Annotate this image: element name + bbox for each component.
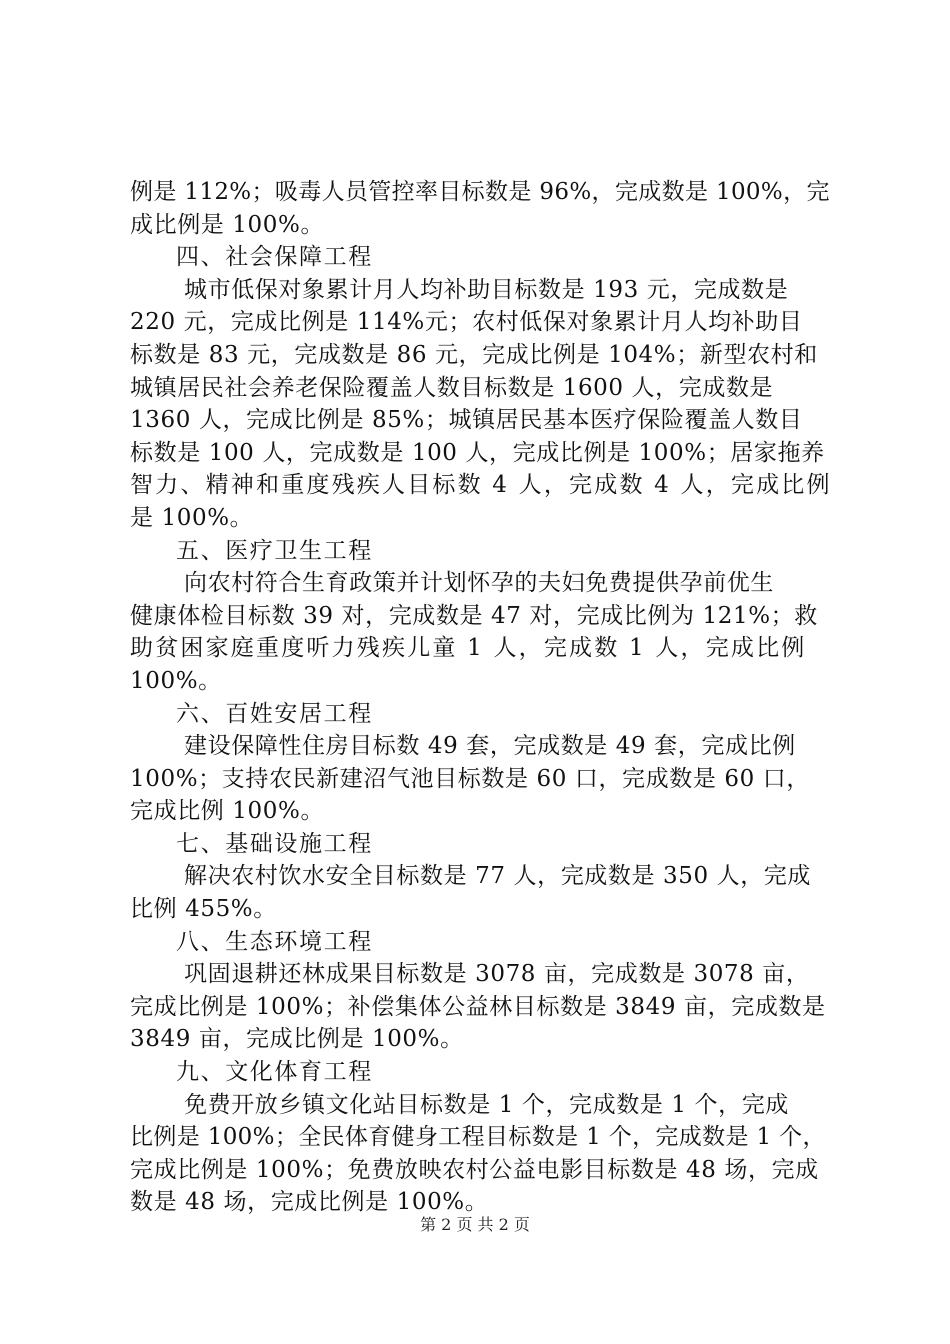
text-line: 是 100%。 <box>130 504 254 531</box>
section-heading: 九、文化体育工程 <box>176 1059 373 1086</box>
section-heading: 七、基础设施工程 <box>176 830 373 857</box>
text-line: 例是 112%；吸毒人员管控率目标数是 96%，完成数是 100%，完 <box>130 179 830 205</box>
text-line: 标数是 100 人，完成数是 100 人，完成比例是 100%；居家拖养 <box>130 439 825 466</box>
text-line: 100%。 <box>130 667 222 694</box>
text-line: 1360 人，完成比例是 85%；城镇居民基本医疗保险覆盖人数目 <box>130 407 803 434</box>
page-footer: 第 2 页 共 2 页 <box>420 1215 530 1234</box>
paragraph-first-line: 城市低保对象累计月人均补助目标数是 193 元，完成数是 <box>184 276 789 303</box>
text-line: 220 元，完成比例是 114%元；农村低保对象累计月人均补助目 <box>130 309 803 336</box>
text-line: 比例是 100%；全民体育健身工程目标数是 1 个，完成数是 1 个， <box>130 1124 826 1151</box>
section-heading: 八、生态环境工程 <box>176 928 373 955</box>
paragraph-first-line: 巩固退耕还林成果目标数是 3078 亩，完成数是 3078 亩， <box>184 961 810 988</box>
text-line: 数是 48 场，完成比例是 100%。 <box>130 1189 489 1216</box>
text-line: 100%；支持农民新建沼气池目标数是 60 口，完成数是 60 口， <box>130 765 810 792</box>
text-line: 成比例是 100%。 <box>130 211 325 238</box>
document-body <box>130 176 832 1219</box>
paragraph-first-line: 向农村符合生育政策并计划怀孕的夫妇免费提供孕前优生 <box>184 570 774 597</box>
text-line: 城镇居民社会养老保险覆盖人数目标数是 1600 人，完成数是 <box>130 374 774 401</box>
text-line: 完成比例 100%。 <box>130 798 325 825</box>
paragraph-first-line: 建设保障性住房目标数 49 套，完成数是 49 套，完成比例 <box>184 733 796 760</box>
text-line: 3849 亩，完成比例是 100%。 <box>130 1026 464 1053</box>
text-line: 标数是 83 元，完成数是 86 元，完成比例是 104%；新型农村和 <box>130 341 818 368</box>
text-line: 完成比例是 100%；免费放映农村公益电影目标数是 48 场，完成 <box>130 1156 819 1183</box>
paragraph-first-line: 解决农村饮水安全目标数是 77 人，完成数是 350 人，完成 <box>184 863 812 890</box>
section-heading: 四、社会保障工程 <box>176 244 373 271</box>
text-line: 完成比例是 100%；补偿集体公益林目标数是 3849 亩，完成数是 <box>130 993 826 1020</box>
section-heading: 五、医疗卫生工程 <box>176 537 373 564</box>
section-heading: 六、百姓安居工程 <box>176 700 373 727</box>
paragraph-first-line: 免费开放乡镇文化站目标数是 1 个，完成数是 1 个，完成 <box>184 1091 789 1118</box>
text-line: 智力、精神和重度残疾人目标数 4 人，完成数 4 人，完成比例 <box>130 472 832 499</box>
text-line: 助贫困家庭重度听力残疾儿童 1 人，完成数 1 人，完成比例 <box>130 635 807 662</box>
text-line: 健康体检目标数 39 对，完成数是 47 对，完成比例为 121%；救 <box>130 602 818 629</box>
text-line: 比例 455%。 <box>130 896 277 923</box>
